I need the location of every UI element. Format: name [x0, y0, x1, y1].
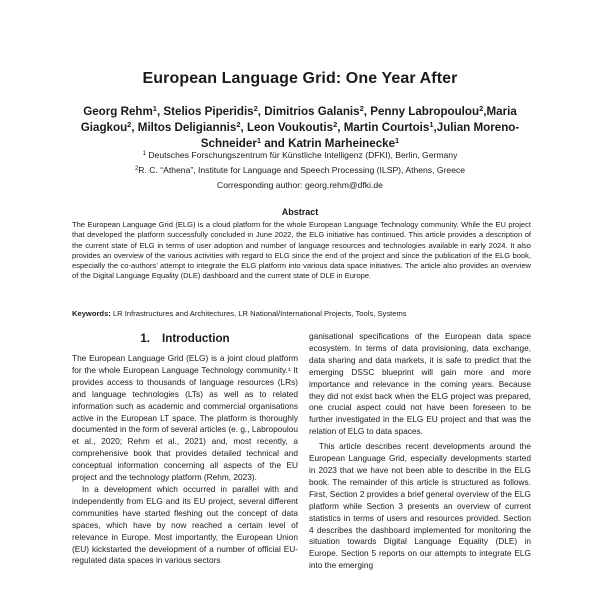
- author-affiliation-marker: 2: [127, 120, 132, 129]
- author-separator: ,: [363, 105, 371, 118]
- affiliation-2-number: 2: [134, 166, 139, 172]
- author-separator: ,: [131, 121, 138, 134]
- right-column: [309, 331, 531, 600]
- author-separator: ,: [156, 105, 164, 118]
- left-paragraph-1: The European Language Grid (ELG) is a joint cloud platform for the whole European Language Technology community.¹ It provides access to thousands of language resources (LRs) and language technologies (LTs) as well as to related information such as academic and commercial organisations active in the European LT space. The platform is thoroughly documented in the form of several articles (e. g., Labropoulou et al., 2020; Rehm et al., 2021) and, most recently, a comprehensive book that provides detailed technical and conceptual information concerning all aspects of the EU project and the technology platform (Rehm, 2023).: [72, 353, 298, 483]
- author-name: Katrin Marheinecke: [288, 137, 396, 150]
- author-affiliation-marker: 1: [429, 120, 434, 129]
- author-affiliation-marker: 2: [359, 104, 364, 113]
- affiliation-2: [40, 164, 560, 176]
- author-name: Dimitrios Galanis: [264, 105, 360, 118]
- author-affiliation-marker: 1: [256, 136, 262, 145]
- author-separator: ,: [483, 105, 487, 118]
- author-name: Miltos Deligiannis: [137, 121, 237, 134]
- left-column: [72, 353, 298, 600]
- author-separator: ,: [337, 121, 344, 134]
- author-affiliation-marker: 1: [395, 136, 400, 145]
- section-number: 1.: [140, 332, 151, 345]
- abstract-heading: Abstract: [281, 207, 319, 217]
- author-list: [60, 104, 540, 152]
- author-affiliation-marker: 2: [236, 120, 241, 129]
- corresponding-author: Corresponding author: georg.rehm@dfki.de: [217, 180, 383, 190]
- author-affiliation-marker: 2: [333, 120, 338, 129]
- author-affiliation-marker: 2: [479, 104, 484, 113]
- right-paragraph-2: This article describes recent developments around the European Language Grid, especially developments started in 2023 that we have not been able to describe in the ELG book. The remainder of this article is structured as follows. First, Section 2 provides a brief general overview of the ELG platform while Section 3 presents an overview of current statistics in terms of users and resources provided. Section 4 describes the dashboard implemented for monitoring the situation towards Digital Language Equality (DLE) in Europe. Section 5 reports on our attempts to integrate ELG into the emerging: [309, 441, 531, 571]
- author-separator: ,: [257, 105, 265, 118]
- left-paragraph-2: In a development which occurred in parallel with and independently from ELG and its EU project, several different communities have started fleshing out the concept of data spaces, which have by now reached a certain level of relevance in Europe. Most importantly, the European Union (EU) kickstarted the development of a number of official EU-regulated data spaces in various sectors: [72, 483, 298, 566]
- section-heading-introduction: [72, 332, 298, 345]
- author-name: Stelios Piperidis: [163, 105, 254, 118]
- author-name: Penny Labropoulou: [370, 105, 480, 118]
- abstract-text: The European Language Grid (ELG) is a cloud platform for the whole European Language Technology community. While the EU project that developed the platform successfully concluded in June 2022, the ELG initiative has continued. This article provides a description of the current state of ELG in terms of user adoption and number of language resources and technologies available in early 2024. It also provides an overview of the various activities with regard to ELG since the end of the project and since the publication of the ELG book, especially the co-authors’ attempt to integrate the ELG platform into various data space initiatives. The article also provides an overview of the Digital Language Equality (DLE) dashboard and the current state of DLE in Europe.: [72, 220, 531, 281]
- author-affiliation-marker: 2: [253, 104, 258, 113]
- keywords-text: LR Infrastructures and Architectures, LR National/International Projects, Tools, Systems: [112, 309, 407, 318]
- author-name: Julian Moreno-Schneider: [200, 121, 520, 150]
- keywords: [72, 309, 531, 319]
- author-name: Martin Courtois: [343, 121, 430, 134]
- affiliation-1-text: Deutsches Forschungszentrum für Künstliche Intelligenz (DFKI), Berlin, Germany: [148, 150, 458, 160]
- section-title: Introduction: [162, 332, 230, 345]
- affiliation-1: [40, 149, 560, 161]
- author-name: Leon Voukoutis: [246, 121, 334, 134]
- affiliation-1-number: 1: [142, 151, 146, 157]
- author-affiliation-marker: 1: [152, 104, 157, 113]
- author-name: Maria Giagkou: [80, 105, 517, 134]
- keywords-label: Keywords:: [72, 309, 111, 318]
- affiliation-2-text: R. C. “Athena”, Institute for Language and Speech Processing (ILSP), Athens, Greece: [138, 165, 466, 175]
- paper-title: European Language Grid: One Year After: [142, 70, 458, 87]
- author-separator: ,: [433, 121, 437, 134]
- author-separator: and: [261, 137, 289, 150]
- author-name: Georg Rehm: [83, 105, 153, 118]
- right-paragraph-1: ganisational specifications of the European data space ecosystem. In terms of data provisioning, data exchange, data sharing and data markets, it is safe to predict that the emerging DSSC blueprint will gain more and more importance and relevance in the coming years. Because they did not exist back when the ELG project was prepared, one crucial aspect could not have been foreseen to be further investigated in the ELG EU project and that was the relation of ELG to data spaces.: [309, 331, 531, 437]
- author-separator: ,: [240, 121, 247, 134]
